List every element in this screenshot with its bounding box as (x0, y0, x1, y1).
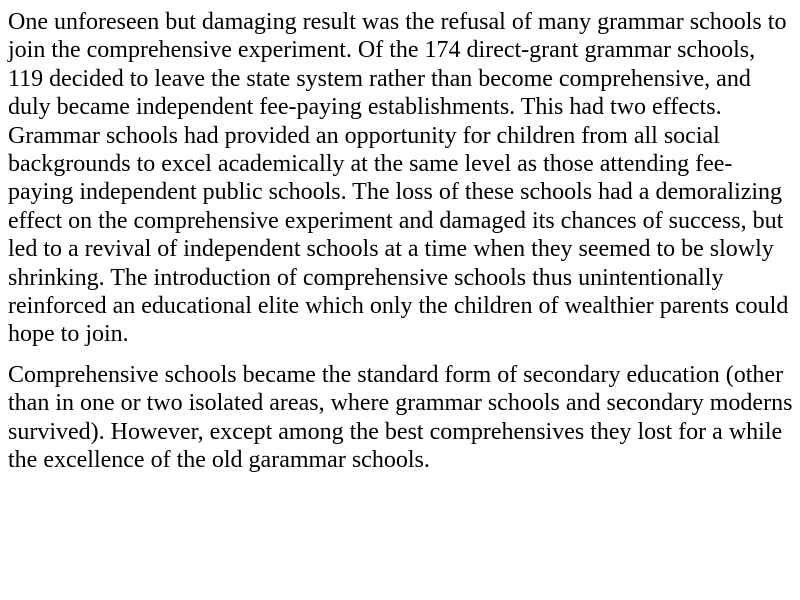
document-body (8, 8, 794, 475)
paragraph-comprehensive-standard: Comprehensive schools became the standard form of secondary education (other than in one or two isolated areas, where grammar schools and secondary moderns survived). However, except among the best comprehensives they lost for a while the excellence of the old garammar schools. (8, 361, 793, 474)
paragraph-grammar-schools-refusal: One unforeseen but damaging result was the refusal of many grammar schools to join the comprehensive experiment. Of the 174 direct-grant grammar schools, 119 decided to leave the state system rather than become comprehensive, and duly became independent fee-paying establishments. This had two effects. Grammar schools had provided an opportunity for children from all social backgrounds to excel academically at the same level as those attending fee-paying independent public schools. The loss of these schools had a demoralizing effect on the comprehensive experiment and damaged its chances of success, but led to a revival of independent schools at a time when they seemed to be slowly shrinking. The introduction of comprehensive schools thus unintentionally reinforced an educational elite which only the children of wealthier parents could hope to join. (8, 9, 789, 348)
